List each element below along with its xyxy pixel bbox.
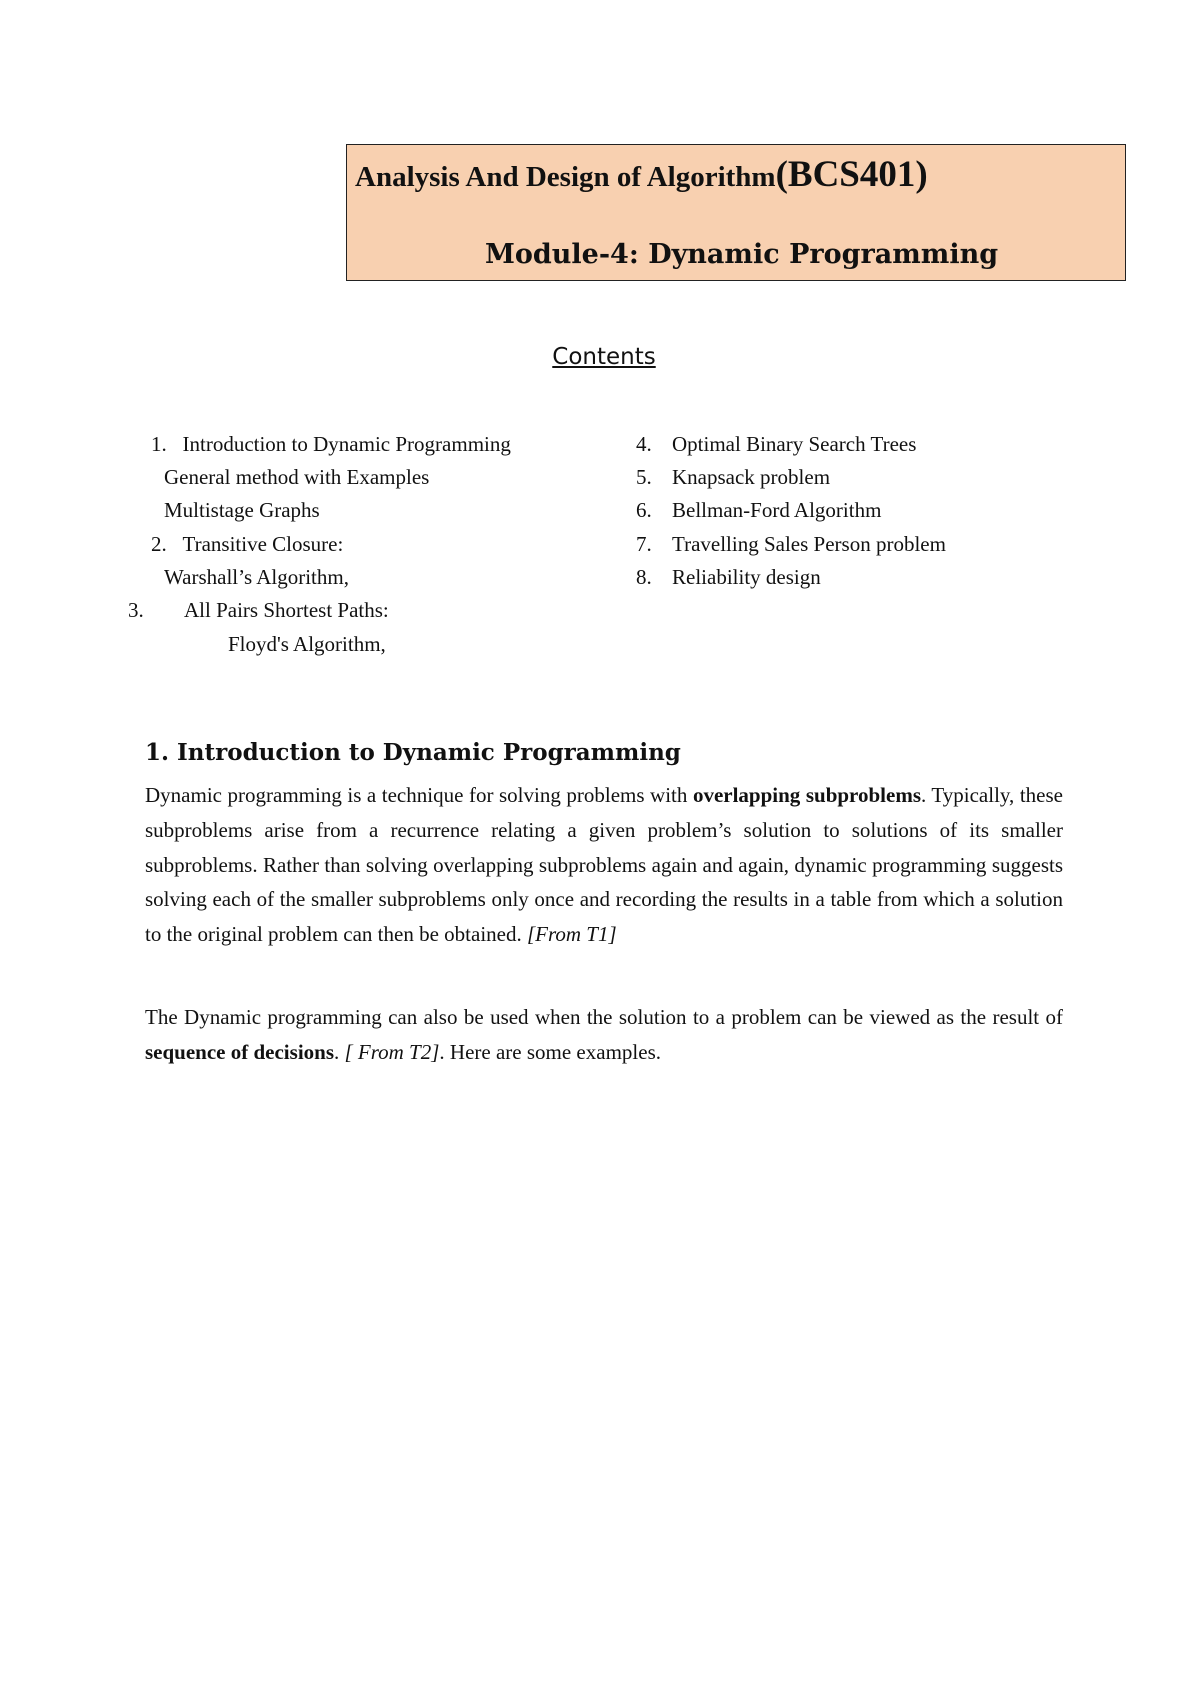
toc-item-3[interactable] [128,600,389,621]
para-text: . [334,1039,345,1064]
toc-label: Warshall’s Algorithm, [164,565,349,589]
toc-item-8[interactable] [636,567,821,588]
toc-subitem-warshall[interactable] [164,567,349,588]
course-title [355,153,928,196]
toc-item-7[interactable] [636,534,946,555]
toc-label: Bellman-Ford Algorithm [672,498,882,522]
section-heading: 1. Introduction to Dynamic Programming [145,739,681,766]
course-code: (BCS401) [775,154,928,195]
toc-label: All Pairs Shortest Paths: [184,598,389,622]
contents-heading: Contents [552,344,656,370]
toc-item-4[interactable] [636,434,916,455]
para-text: The Dynamic programming can also be used when the solution to a problem can be viewed as the result of [145,1005,1063,1029]
toc-item-5[interactable] [636,467,830,488]
toc-item-1[interactable] [151,434,511,455]
module-title: Module-4: Dynamic Programming [485,239,999,270]
toc-subitem-general-method[interactable] [164,467,429,488]
para-reference: [From T1] [526,922,617,947]
toc-item-6[interactable] [636,500,881,521]
toc-label: Multistage Graphs [164,498,320,522]
toc-label: Introduction to Dynamic Programming [182,432,511,456]
toc-label: Reliability design [672,565,821,589]
toc-number: 6. [636,498,652,522]
para-bold-term: sequence of decisions [145,1039,334,1064]
course-title-text: Analysis And Design of Algorithm [355,161,776,193]
toc-label: Transitive Closure: [182,532,344,556]
toc-item-2[interactable] [151,534,343,555]
toc-subitem-multistage-graphs[interactable] [164,500,320,521]
toc-number: 5. [636,465,652,489]
toc-number: 7. [636,532,652,556]
para-text: . Here are some examples. [439,1039,661,1064]
para-text: Dynamic programming is a technique for solving problems with [145,783,693,807]
toc-number: 2. [151,532,167,556]
toc-number: 8. [636,565,652,589]
toc-label: Knapsack problem [672,465,831,489]
para-bold-term: overlapping subproblems [692,783,921,807]
toc-label: General method with Examples [164,465,430,489]
intro-paragraph-2 [145,1000,1063,1070]
toc-number: 3. [128,598,144,622]
toc-subitem-floyd[interactable] [228,634,386,655]
toc-label: Floyd's Algorithm, [228,632,386,656]
toc-label: Optimal Binary Search Trees [672,432,917,456]
toc-number: 1. [151,432,167,456]
para-reference: [ From T2] [344,1039,440,1064]
toc-label: Travelling Sales Person problem [672,532,946,556]
intro-paragraph-1 [145,778,1063,952]
toc-number: 4. [636,432,652,456]
para-text: . Typically, these subproblems arise from a recurrence relating a given problem’s solution to solutions of its smaller subproblems. Rather than solving overlapping subproblems again and again, dynamic programming suggests solving each of the smaller subproblems only once and recording the results in a table from which a solution to the original problem can then be obtained. [145,783,1063,947]
header-box [346,144,1126,281]
